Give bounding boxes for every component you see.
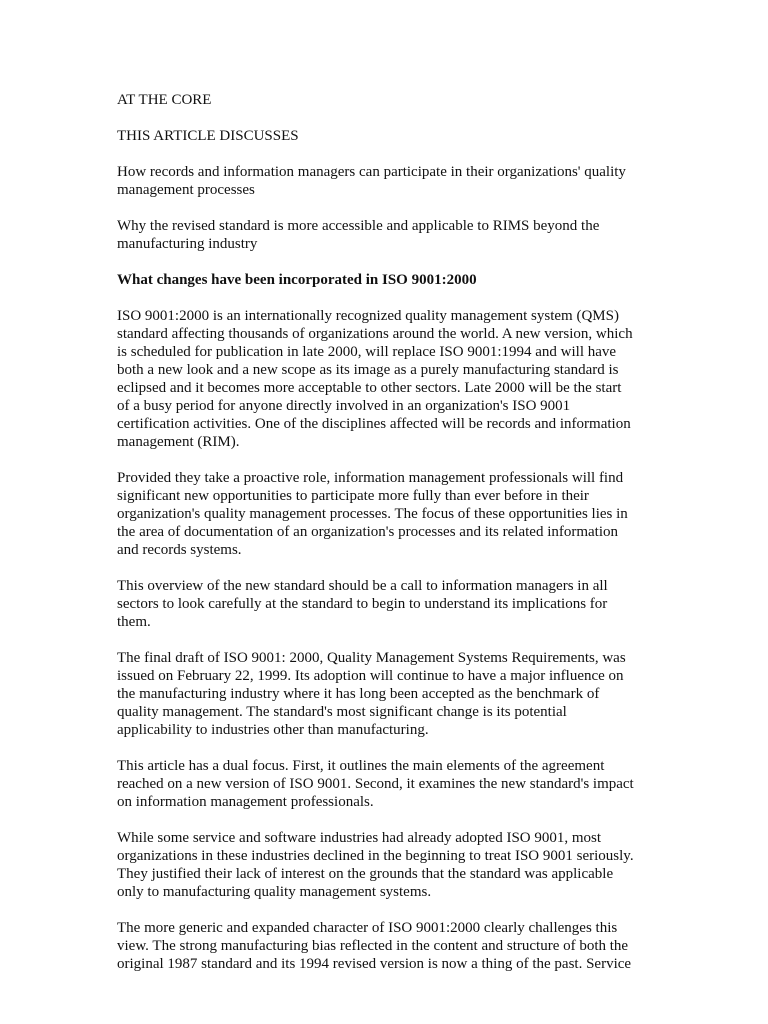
discussion-point-2 [117,217,657,253]
paragraph-6 [117,829,657,901]
text-line: view. The strong manufacturing bias reflected in the content and structure of both the [117,938,629,954]
text-line: reached on a new version of ISO 9001. Second, it examines the new standard's impact [117,776,634,792]
text-line: Why the revised standard is more accessible and applicable to RIMS beyond the [117,218,600,234]
text-line: them. [117,614,151,630]
section-heading: What changes have been incorporated in ISO 9001:2000 [117,272,477,288]
text-line: certification activities. One of the disciplines affected will be records and information [117,416,631,432]
text-line: While some service and software industries had already adopted ISO 9001, most [117,830,602,846]
text-line: management (RIM). [117,434,240,450]
text-line: original 1987 standard and its 1994 revised version is now a thing of the past. Service [117,956,632,972]
text-line: They justified their lack of interest on the grounds that the standard was applicable [117,866,614,882]
text-line: the manufacturing industry where it has long been accepted as the benchmark of [117,686,600,702]
discussion-point-1 [117,163,657,199]
document-page [117,91,657,991]
text-line: organizations in these industries declined in the beginning to treat ISO 9001 seriously. [117,848,634,864]
text-line: standard affecting thousands of organizations around the world. A new version, which [117,326,633,342]
text-line: quality management. The standard's most significant change is its potential [117,704,567,720]
text-line: of a busy period for anyone directly involved in an organization's ISO 9001 [117,398,571,414]
paragraph-1 [117,307,657,451]
text-line: This article has a dual focus. First, it outlines the main elements of the agreement [117,758,605,774]
paragraph-5 [117,757,657,811]
text-line: and records systems. [117,542,242,558]
text-line: eclipsed and it becomes more acceptable to other sectors. Late 2000 will be the start [117,380,622,396]
paragraph-4 [117,649,657,739]
text-line: issued on February 22, 1999. Its adoption will continue to have a major influence on [117,668,624,684]
text-line: both a new look and a new scope as its image as a purely manufacturing standard is [117,362,619,378]
heading-at-the-core: AT THE CORE [117,92,212,108]
text-line: The more generic and expanded character of ISO 9001:2000 clearly challenges this [117,920,618,936]
heading-article-discusses: THIS ARTICLE DISCUSSES [117,128,299,144]
text-line: is scheduled for publication in late 2000, will replace ISO 9001:1994 and will have [117,344,617,360]
text-line: applicability to industries other than manufacturing. [117,722,429,738]
text-line: organization's quality management processes. The focus of these opportunities lies in [117,506,628,522]
text-line: management processes [117,182,255,198]
text-line: This overview of the new standard should be a call to information managers in all [117,578,608,594]
paragraph-3 [117,577,657,631]
text-line: The final draft of ISO 9001: 2000, Quality Management Systems Requirements, was [117,650,626,666]
text-line: How records and information managers can participate in their organizations' quality [117,164,626,180]
text-line: significant new opportunities to participate more fully than ever before in their [117,488,589,504]
text-line: on information management professionals. [117,794,374,810]
text-line: Provided they take a proactive role, information management professionals will find [117,470,624,486]
text-line: only to manufacturing quality management systems. [117,884,432,900]
paragraph-2 [117,469,657,559]
paragraph-7 [117,919,657,973]
text-line: manufacturing industry [117,236,258,252]
text-line: ISO 9001:2000 is an internationally recognized quality management system (QMS) [117,308,619,324]
text-line: sectors to look carefully at the standard to begin to understand its implications for [117,596,608,612]
text-line: the area of documentation of an organization's processes and its related information [117,524,619,540]
